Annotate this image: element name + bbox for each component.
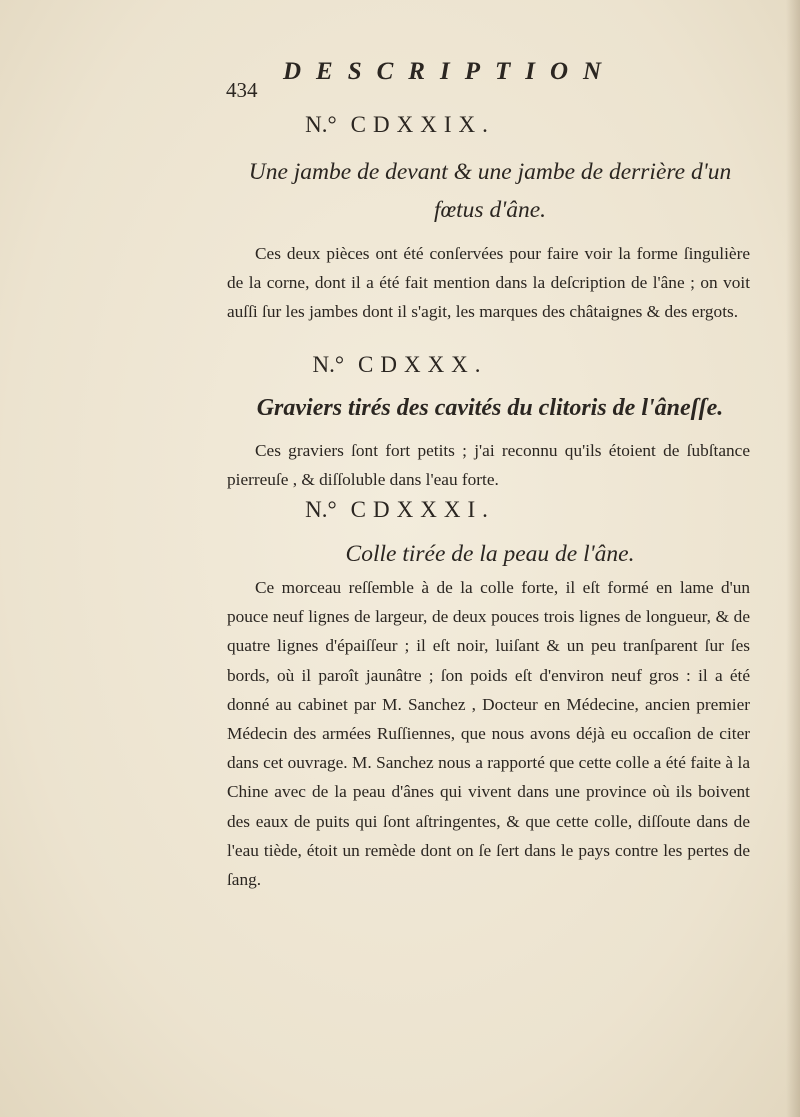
entry-number-value: CDXXX. [358, 352, 488, 377]
entry-number-value: CDXXIX. [350, 112, 495, 137]
entry-paragraph: Ces deux pièces ont été conſervées pour faire voir la forme ſingulière de la corne, dont il a été fait mention dans la deſcription de l'âne ; on voit auſſi ſur les jambes dont il s'agit, les marques des châtaignes & des ergots. [227, 244, 750, 322]
entry-number-prefix: N.° [305, 497, 337, 522]
entry-title: Colle tirée de la peau de l'âne. [345, 541, 635, 567]
entry-number [0, 352, 800, 378]
entry-number-value: CDXXXI. [350, 497, 495, 522]
entry-number [0, 497, 800, 523]
entry-number [0, 112, 800, 138]
entry-number-prefix: N.° [312, 352, 345, 377]
entry-number-prefix: N.° [305, 112, 337, 137]
entry-paragraph: Ce morceau reſſemble à de la colle forte, il eſt formé en lame d'un pouce neuf lignes de largeur, de deux pouces trois lignes de longueur, & de quatre lignes d'épaiſſeur ; il eſt noir, luiſant & un peu tranſparent ſur ſes bords, où il paroît jaunâtre ; ſon poids eſt d'environ neuf gros : il a été donné au cabinet par M. Sanchez , Docteur en Médecine, ancien premier Médecin des armées Ruſſiennes, que nous avons déjà eu occaſion de citer dans cet ouvrage. M. Sanchez nous a rapporté que cette colle a été faite à la Chine avec de la peau d'ânes qui vivent dans une province où ils boivent des eaux de puits qui ſont aſtringentes, & que cette colle, diſſoute dans de l'eau tiède, étoit un remède dont on ſe ſert dans le pays contre les pertes de ſang. [227, 578, 750, 890]
entry-title: Graviers tirés des cavités du clitoris de l'âneſſe. [256, 395, 724, 421]
entry-title: Une jambe de devant & une jambe de derrière d'un fœtus d'âne. [248, 159, 732, 223]
page-number: 434 [226, 78, 258, 102]
entry-paragraph: Ces graviers ſont fort petits ; j'ai reconnu qu'ils étoient de ſubſtance pierreuſe , & diſſoluble dans l'eau forte. [227, 441, 750, 490]
running-head: DESCRIPTION [283, 58, 617, 85]
